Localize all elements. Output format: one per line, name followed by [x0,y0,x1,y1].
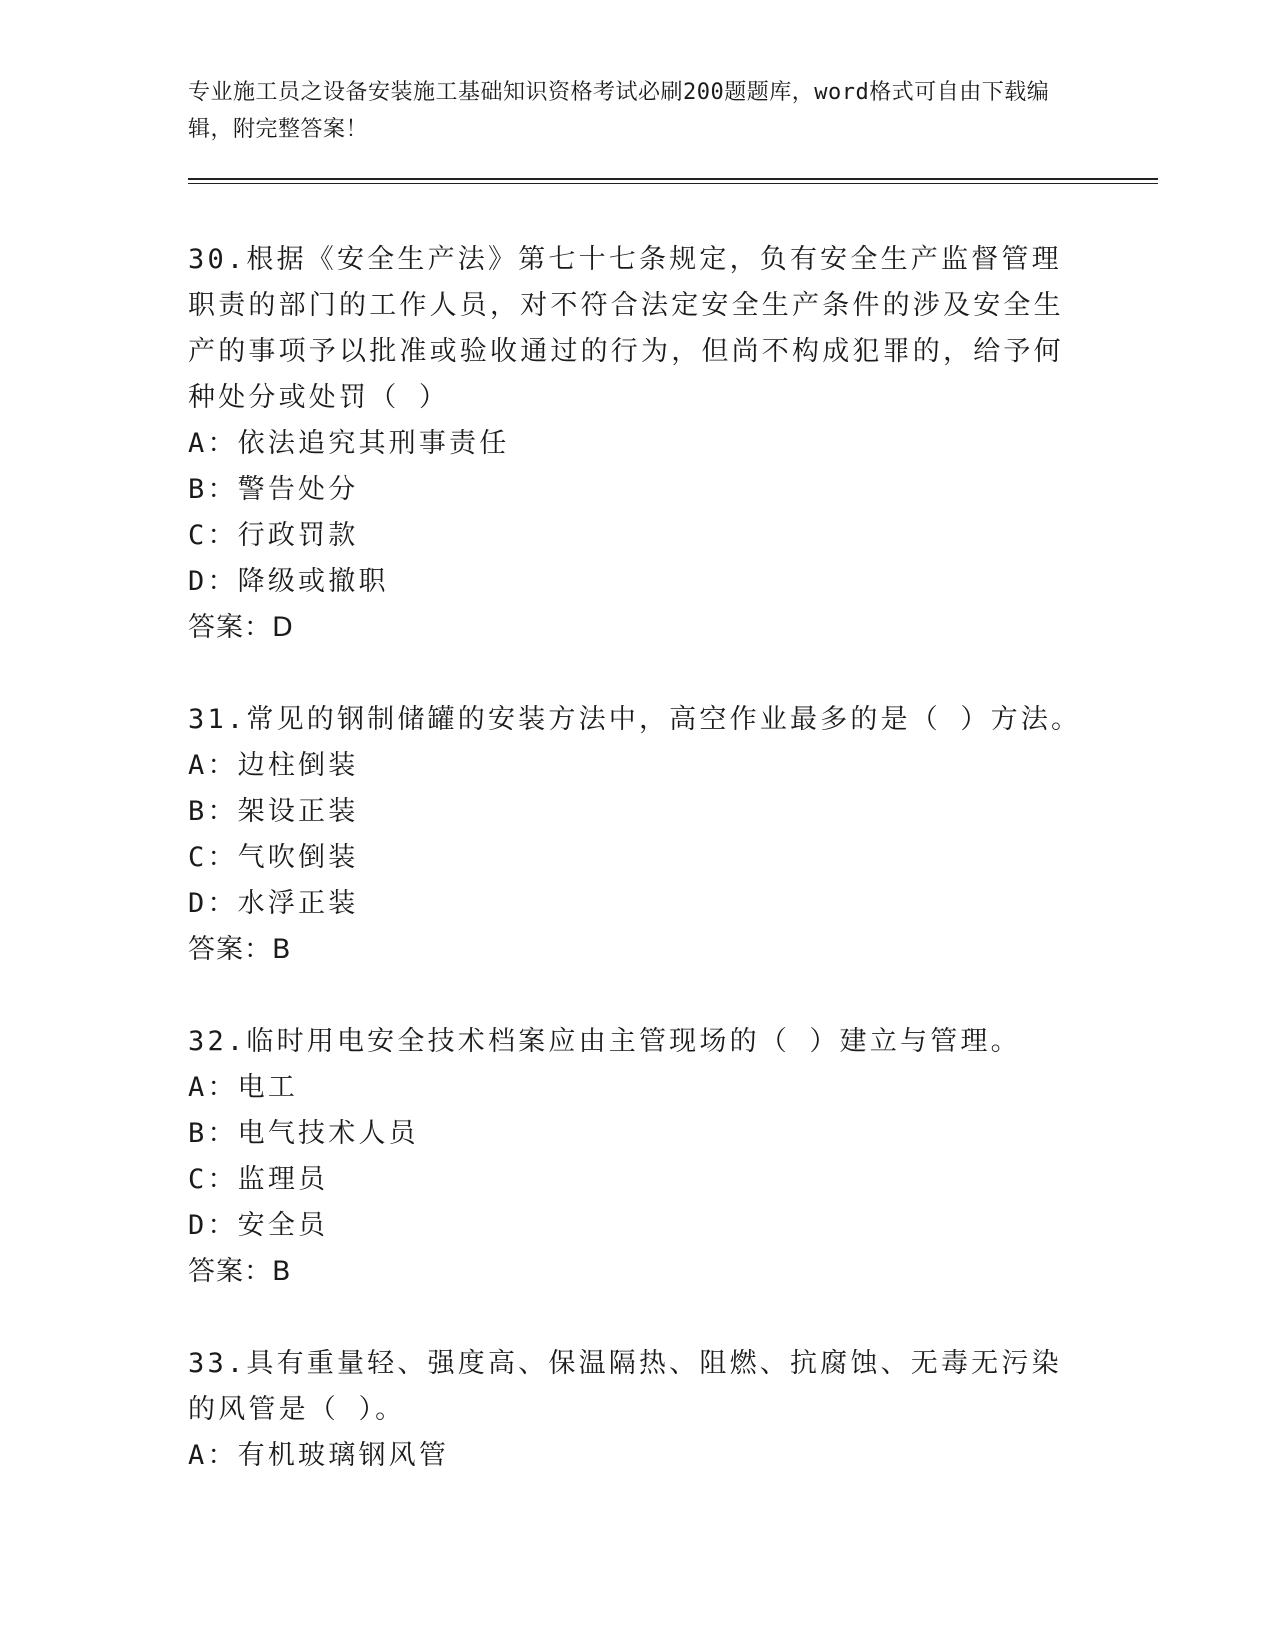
header-divider-thin [188,183,1158,184]
option-c: C：行政罚款 [188,520,359,551]
option-a: A：有机玻璃钢风管 [188,1440,450,1471]
option-b: B：电气技术人员 [188,1118,419,1149]
question-32 [188,1019,1088,1295]
question-stem: 33.具有重量轻、强度高、保温隔热、阻燃、抗腐蚀、无毒无污染的风管是（ ）。 [188,1348,1062,1425]
question-list [188,237,1088,1525]
option-a: A：电工 [188,1072,299,1103]
option-c: C：监理员 [188,1164,329,1195]
answer-line: 答案：B [188,1256,292,1287]
question-stem: 30.根据《安全生产法》第七十七条规定，负有安全生产监督管理职责的部门的工作人员，对不符合法定安全生产条件的涉及安全生产的事项予以批准或验收通过的行为，但尚不构成犯罪的，给予何种处分或处罚（ ） [188,244,1064,413]
question-33 [188,1341,1088,1479]
question-31 [188,697,1088,973]
option-c: C：气吹倒装 [188,842,359,873]
question-stem: 31.常见的钢制储罐的安装方法中，高空作业最多的是（ ）方法。 [188,704,1082,735]
question-30 [188,237,1088,651]
answer-line: 答案：D [188,612,294,643]
option-d: D：降级或撤职 [188,566,389,597]
option-b: B：架设正装 [188,796,359,827]
option-a: A：边柱倒装 [188,750,359,781]
option-d: D：水浮正装 [188,888,359,919]
question-stem: 32.临时用电安全技术档案应由主管现场的（ ）建立与管理。 [188,1026,1021,1057]
option-a: A：依法追究其刑事责任 [188,428,510,459]
header-divider-thick [188,178,1158,180]
option-b: B：警告处分 [188,474,359,505]
answer-line: 答案：B [188,934,292,965]
document-header: 专业施工员之设备安装施工基础知识资格考试必刷200题题库，word格式可自由下载编辑，附完整答案！ [188,80,1050,142]
option-d: D：安全员 [188,1210,329,1241]
